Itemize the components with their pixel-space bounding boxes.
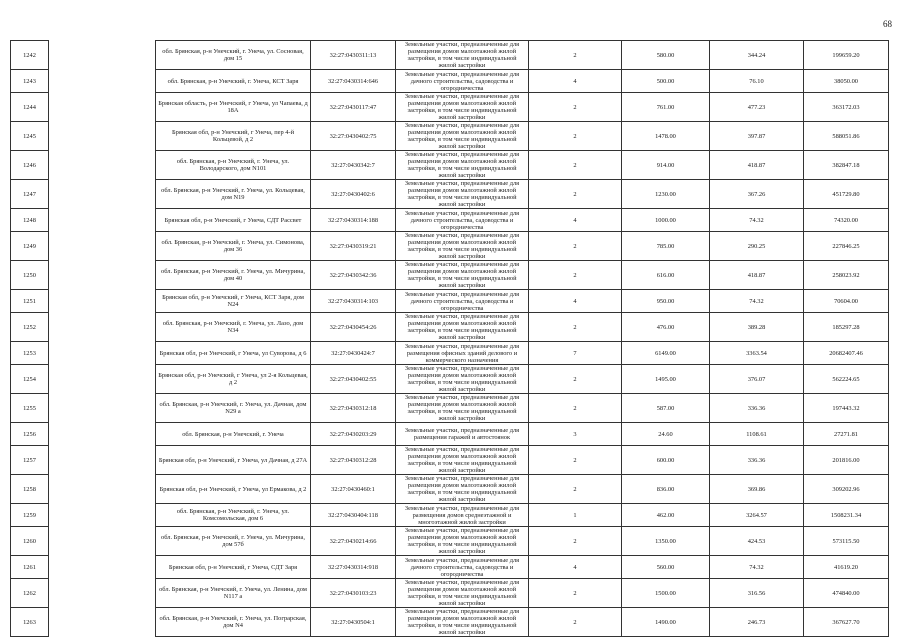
rate-cell: 418.87 <box>710 151 804 180</box>
row-number-cell: 1252 <box>11 313 49 342</box>
group-cell: 2 <box>529 261 622 290</box>
cadastral-number-cell: 32:27:0430314:646 <box>311 70 396 93</box>
cadastral-number-cell: 32:27:0430312:18 <box>311 394 396 423</box>
land-use-cell: Земельные участки, предназначенные для размещения офисных зданий делового и коммерческого назначения <box>396 342 529 365</box>
rate-cell: 316.56 <box>710 579 804 608</box>
address-cell: Брянская обл, р-н Унечский, г Унеча, ул 2-я Кольцевая, д 2 <box>156 365 311 394</box>
table-row <box>11 527 889 556</box>
cadastral-number-cell: 32:27:0430314:188 <box>311 209 396 232</box>
table-row <box>11 151 889 180</box>
cadastral-number-cell: 32:27:0430342:7 <box>311 151 396 180</box>
area-cell: 24.60 <box>622 423 710 446</box>
land-use-cell: Земельные участки, предназначенные для размещения домов малоэтажной жилой застройки, в том числе индивидуальной жилой застройки <box>396 579 529 608</box>
group-cell: 2 <box>529 608 622 637</box>
row-number-cell: 1251 <box>11 290 49 313</box>
cadastral-number-cell: 32:27:0430402:6 <box>311 180 396 209</box>
row-number-cell: 1262 <box>11 579 49 608</box>
spacer-cell <box>49 504 156 527</box>
area-cell: 785.00 <box>622 232 710 261</box>
cadastral-value-cell: 367627.70 <box>804 608 889 637</box>
cadastral-number-cell: 32:27:0430311:13 <box>311 41 396 70</box>
cadastral-value-cell: 185297.28 <box>804 313 889 342</box>
address-cell: Брянская обл, р-н Унечский, г Унеча, КСТ Заря, дом N24 <box>156 290 311 313</box>
address-cell: обл. Брянская, р-н Унечский, г. Унеча, ул. Комсомольская, дом 6 <box>156 504 311 527</box>
cadastral-number-cell: 32:27:0430214:66 <box>311 527 396 556</box>
spacer-cell <box>49 261 156 290</box>
cadastral-value-cell: 41619.20 <box>804 556 889 579</box>
group-cell: 4 <box>529 209 622 232</box>
area-cell: 587.00 <box>622 394 710 423</box>
area-cell: 1495.00 <box>622 365 710 394</box>
area-cell: 600.00 <box>622 446 710 475</box>
group-cell: 2 <box>529 180 622 209</box>
row-number-cell: 1258 <box>11 475 49 504</box>
land-use-cell: Земельные участки, предназначенные для размещения домов малоэтажной жилой застройки, в том числе индивидуальной жилой застройки <box>396 41 529 70</box>
table-row <box>11 209 889 232</box>
address-cell: обл. Брянская, р-н Унечский, г. Унеча <box>156 423 311 446</box>
cadastral-number-cell: 32:27:0430342:36 <box>311 261 396 290</box>
table-row <box>11 365 889 394</box>
cadastral-value-cell: 38050.00 <box>804 70 889 93</box>
address-cell: Брянская обл, р-н Унечский, г Унеча, ул Ермакова, д 2 <box>156 475 311 504</box>
rate-cell: 74.32 <box>710 290 804 313</box>
spacer-cell <box>49 41 156 70</box>
cadastral-value-cell: 588051.86 <box>804 122 889 151</box>
rate-cell: 389.28 <box>710 313 804 342</box>
land-use-cell: Земельные участки, предназначенные для размещения домов малоэтажной жилой застройки, в том числе индивидуальной жилой застройки <box>396 527 529 556</box>
table-row <box>11 423 889 446</box>
row-number-cell: 1253 <box>11 342 49 365</box>
address-cell: обл. Брянская, р-н Унечский, г. Унеча, КСТ Заря <box>156 70 311 93</box>
address-cell: обл. Брянская, р-н Унечский, г. Унеча, ул. Пограрская, дом N4 <box>156 608 311 637</box>
cadastral-number-cell: 32:27:0430312:28 <box>311 446 396 475</box>
spacer-cell <box>49 313 156 342</box>
table-row <box>11 93 889 122</box>
address-cell: Брянская обл, р-н Унечский, г Унеча, ул Суворова, д 6 <box>156 342 311 365</box>
land-registry-table <box>10 40 889 637</box>
area-cell: 560.00 <box>622 556 710 579</box>
row-number-cell: 1249 <box>11 232 49 261</box>
row-number-cell: 1263 <box>11 608 49 637</box>
address-cell: обл. Брянская, р-н Унечский, г. Унеча, ул. Володарского, дом N101 <box>156 151 311 180</box>
area-cell: 1000.00 <box>622 209 710 232</box>
cadastral-number-cell: 32:27:0430103:23 <box>311 579 396 608</box>
spacer-cell <box>49 423 156 446</box>
land-use-cell: Земельные участки, предназначенные для размещения гаражей и автостоянок <box>396 423 529 446</box>
land-use-cell: Земельные участки, предназначенные для размещения домов малоэтажной жилой застройки, в том числе индивидуальной жилой застройки <box>396 180 529 209</box>
spacer-cell <box>49 151 156 180</box>
address-cell: обл. Брянская, р-н Унечский, г. Унеча, ул. Лазо, дом N34 <box>156 313 311 342</box>
cadastral-value-cell: 199659.20 <box>804 41 889 70</box>
area-cell: 914.00 <box>622 151 710 180</box>
table-row <box>11 70 889 93</box>
land-use-cell: Земельные участки, предназначенные для дачного строительства, садоводства и огородничества <box>396 70 529 93</box>
group-cell: 4 <box>529 290 622 313</box>
address-cell: Брянская обл, р-н Унечский, г Унеча, СДТ Заря <box>156 556 311 579</box>
rate-cell: 369.86 <box>710 475 804 504</box>
land-use-cell: Земельные участки, предназначенные для размещения домов малоэтажной жилой застройки, в том числе индивидуальной жилой застройки <box>396 475 529 504</box>
cadastral-number-cell: 32:27:0430454:26 <box>311 313 396 342</box>
table-row <box>11 579 889 608</box>
area-cell: 476.00 <box>622 313 710 342</box>
spacer-cell <box>49 579 156 608</box>
cadastral-number-cell: 32:27:0430402:75 <box>311 122 396 151</box>
group-cell: 7 <box>529 342 622 365</box>
cadastral-value-cell: 309202.96 <box>804 475 889 504</box>
row-number-cell: 1257 <box>11 446 49 475</box>
cadastral-number-cell: 32:27:0430117:47 <box>311 93 396 122</box>
rate-cell: 290.25 <box>710 232 804 261</box>
cadastral-value-cell: 573115.50 <box>804 527 889 556</box>
table-row <box>11 122 889 151</box>
area-cell: 500.00 <box>622 70 710 93</box>
land-use-cell: Земельные участки, предназначенные для дачного строительства, садоводства и огородничества <box>396 556 529 579</box>
spacer-cell <box>49 232 156 261</box>
area-cell: 836.00 <box>622 475 710 504</box>
cadastral-value-cell: 1508231.34 <box>804 504 889 527</box>
area-cell: 1500.00 <box>622 579 710 608</box>
land-use-cell: Земельные участки, предназначенные для размещения домов малоэтажной жилой застройки, в том числе индивидуальной жилой застройки <box>396 446 529 475</box>
row-number-cell: 1248 <box>11 209 49 232</box>
rate-cell: 246.73 <box>710 608 804 637</box>
cadastral-value-cell: 562224.65 <box>804 365 889 394</box>
land-use-cell: Земельные участки, предназначенные для размещения домов малоэтажной жилой застройки, в том числе индивидуальной жилой застройки <box>396 122 529 151</box>
area-cell: 462.00 <box>622 504 710 527</box>
address-cell: Брянская обл, р-н Унечский, г Унеча, пер 4-й Кольцевой, д 2 <box>156 122 311 151</box>
table-row <box>11 261 889 290</box>
row-number-cell: 1244 <box>11 93 49 122</box>
land-use-cell: Земельные участки, предназначенные для дачного строительства, садоводства и огородничества <box>396 209 529 232</box>
cadastral-number-cell: 32:27:0430404:118 <box>311 504 396 527</box>
cadastral-number-cell: 32:27:0430504:1 <box>311 608 396 637</box>
table-row <box>11 342 889 365</box>
rate-cell: 1108.61 <box>710 423 804 446</box>
group-cell: 4 <box>529 70 622 93</box>
cadastral-value-cell: 197443.32 <box>804 394 889 423</box>
area-cell: 580.00 <box>622 41 710 70</box>
rate-cell: 336.36 <box>710 394 804 423</box>
rate-cell: 344.24 <box>710 41 804 70</box>
land-use-cell: Земельные участки, предназначенные для размещения домов малоэтажной жилой застройки, в том числе индивидуальной жилой застройки <box>396 151 529 180</box>
row-number-cell: 1254 <box>11 365 49 394</box>
group-cell: 2 <box>529 579 622 608</box>
rate-cell: 3363.54 <box>710 342 804 365</box>
rate-cell: 367.26 <box>710 180 804 209</box>
table-body <box>11 41 889 637</box>
row-number-cell: 1245 <box>11 122 49 151</box>
page-number: 68 <box>883 19 892 29</box>
table-row <box>11 290 889 313</box>
row-number-cell: 1242 <box>11 41 49 70</box>
row-number-cell: 1261 <box>11 556 49 579</box>
spacer-cell <box>49 93 156 122</box>
rate-cell: 418.87 <box>710 261 804 290</box>
group-cell: 2 <box>529 232 622 261</box>
spacer-cell <box>49 180 156 209</box>
spacer-cell <box>49 527 156 556</box>
land-use-cell: Земельные участки, предназначенные для размещения домов малоэтажной жилой застройки, в том числе индивидуальной жилой застройки <box>396 93 529 122</box>
land-use-cell: Земельные участки, предназначенные для размещения домов малоэтажной жилой застройки, в том числе индивидуальной жилой застройки <box>396 232 529 261</box>
table-row <box>11 394 889 423</box>
table-row <box>11 475 889 504</box>
area-cell: 1350.00 <box>622 527 710 556</box>
spacer-cell <box>49 122 156 151</box>
address-cell: обл. Брянская, р-н Унечский, г. Унеча, ул. Мичурина, дом 57б <box>156 527 311 556</box>
land-use-cell: Земельные участки, предназначенные для размещения домов малоэтажной жилой застройки, в том числе индивидуальной жилой застройки <box>396 313 529 342</box>
land-use-cell: Земельные участки, предназначенные для дачного строительства, садоводства и огородничества <box>396 290 529 313</box>
address-cell: обл. Брянская, р-н Унечский, г. Унеча, ул. Кольцевая, дом N19 <box>156 180 311 209</box>
cadastral-value-cell: 70604.00 <box>804 290 889 313</box>
rate-cell: 74.32 <box>710 556 804 579</box>
address-cell: Брянская обл, р-н Унечский, г Унеча, ул Дачная, д 27А <box>156 446 311 475</box>
spacer-cell <box>49 70 156 93</box>
cadastral-value-cell: 451729.80 <box>804 180 889 209</box>
row-number-cell: 1256 <box>11 423 49 446</box>
table-row <box>11 504 889 527</box>
cadastral-value-cell: 74320.00 <box>804 209 889 232</box>
table-row <box>11 180 889 209</box>
group-cell: 2 <box>529 527 622 556</box>
address-cell: Брянская область, р-н Унечский, г Унеча, ул Чапаева, д 18А <box>156 93 311 122</box>
cadastral-value-cell: 201816.00 <box>804 446 889 475</box>
rate-cell: 424.53 <box>710 527 804 556</box>
rate-cell: 477.23 <box>710 93 804 122</box>
land-use-cell: Земельные участки, предназначенные для размещения домов малоэтажной жилой застройки, в том числе индивидуальной жилой застройки <box>396 608 529 637</box>
address-cell: обл. Брянская, р-н Унечский, г. Унеча, ул. Симонова, дом 36 <box>156 232 311 261</box>
cadastral-value-cell: 258023.92 <box>804 261 889 290</box>
land-use-cell: Земельные участки, предназначенные для размещения домов малоэтажной жилой застройки, в том числе индивидуальной жилой застройки <box>396 261 529 290</box>
land-use-cell: Земельные участки, предназначенные для размещения домов малоэтажной жилой застройки, в том числе индивидуальной жилой застройки <box>396 394 529 423</box>
table-row <box>11 232 889 261</box>
table-row <box>11 313 889 342</box>
cadastral-value-cell: 27271.81 <box>804 423 889 446</box>
spacer-cell <box>49 394 156 423</box>
cadastral-number-cell: 32:27:0430460:1 <box>311 475 396 504</box>
cadastral-number-cell: 32:27:0430203:29 <box>311 423 396 446</box>
group-cell: 4 <box>529 556 622 579</box>
cadastral-value-cell: 382847.18 <box>804 151 889 180</box>
table-row <box>11 446 889 475</box>
cadastral-number-cell: 32:27:0430314:103 <box>311 290 396 313</box>
row-number-cell: 1259 <box>11 504 49 527</box>
group-cell: 2 <box>529 41 622 70</box>
spacer-cell <box>49 365 156 394</box>
rate-cell: 74.32 <box>710 209 804 232</box>
address-cell: обл. Брянская, р-н Унечский, г. Унеча, ул. Дачная, дом N29 а <box>156 394 311 423</box>
spacer-cell <box>49 446 156 475</box>
spacer-cell <box>49 290 156 313</box>
area-cell: 1230.00 <box>622 180 710 209</box>
cadastral-number-cell: 32:27:0430314:918 <box>311 556 396 579</box>
spacer-cell <box>49 209 156 232</box>
area-cell: 761.00 <box>622 93 710 122</box>
land-use-cell: Земельные участки, предназначенные для размещения домов среднеэтажной и многоэтажной жилой застройки <box>396 504 529 527</box>
spacer-cell <box>49 342 156 365</box>
address-cell: обл. Брянская, р-н Унечский, г. Унеча, ул. Сосновая, дом 15 <box>156 41 311 70</box>
row-number-cell: 1250 <box>11 261 49 290</box>
cadastral-value-cell: 20682407.46 <box>804 342 889 365</box>
group-cell: 2 <box>529 313 622 342</box>
group-cell: 2 <box>529 151 622 180</box>
table-row <box>11 608 889 637</box>
spacer-cell <box>49 475 156 504</box>
address-cell: Брянская обл, р-н Унечский, г Унеча, СДТ Рассвет <box>156 209 311 232</box>
area-cell: 950.00 <box>622 290 710 313</box>
group-cell: 2 <box>529 122 622 151</box>
area-cell: 616.00 <box>622 261 710 290</box>
row-number-cell: 1243 <box>11 70 49 93</box>
area-cell: 6149.00 <box>622 342 710 365</box>
cadastral-number-cell: 32:27:0430402:55 <box>311 365 396 394</box>
cadastral-value-cell: 227846.25 <box>804 232 889 261</box>
cadastral-value-cell: 363172.03 <box>804 93 889 122</box>
land-use-cell: Земельные участки, предназначенные для размещения домов малоэтажной жилой застройки, в том числе индивидуальной жилой застройки <box>396 365 529 394</box>
rate-cell: 397.87 <box>710 122 804 151</box>
rate-cell: 376.07 <box>710 365 804 394</box>
spacer-cell <box>49 556 156 579</box>
group-cell: 2 <box>529 93 622 122</box>
spacer-cell <box>49 608 156 637</box>
group-cell: 2 <box>529 394 622 423</box>
row-number-cell: 1260 <box>11 527 49 556</box>
rate-cell: 336.36 <box>710 446 804 475</box>
group-cell: 1 <box>529 504 622 527</box>
row-number-cell: 1246 <box>11 151 49 180</box>
table-row <box>11 41 889 70</box>
group-cell: 2 <box>529 475 622 504</box>
area-cell: 1490.00 <box>622 608 710 637</box>
rate-cell: 76.10 <box>710 70 804 93</box>
group-cell: 2 <box>529 446 622 475</box>
address-cell: обл. Брянская, р-н Унечский, г. Унеча, ул. Мичурина, дом 40 <box>156 261 311 290</box>
rate-cell: 3264.57 <box>710 504 804 527</box>
cadastral-number-cell: 32:27:0430424:7 <box>311 342 396 365</box>
row-number-cell: 1255 <box>11 394 49 423</box>
row-number-cell: 1247 <box>11 180 49 209</box>
cadastral-number-cell: 32:27:0430319:21 <box>311 232 396 261</box>
area-cell: 1478.00 <box>622 122 710 151</box>
group-cell: 2 <box>529 365 622 394</box>
cadastral-value-cell: 474840.00 <box>804 579 889 608</box>
group-cell: 3 <box>529 423 622 446</box>
table-row <box>11 556 889 579</box>
address-cell: обл. Брянская, р-н Унечский, г. Унеча, ул. Ленина, дом N117 а <box>156 579 311 608</box>
